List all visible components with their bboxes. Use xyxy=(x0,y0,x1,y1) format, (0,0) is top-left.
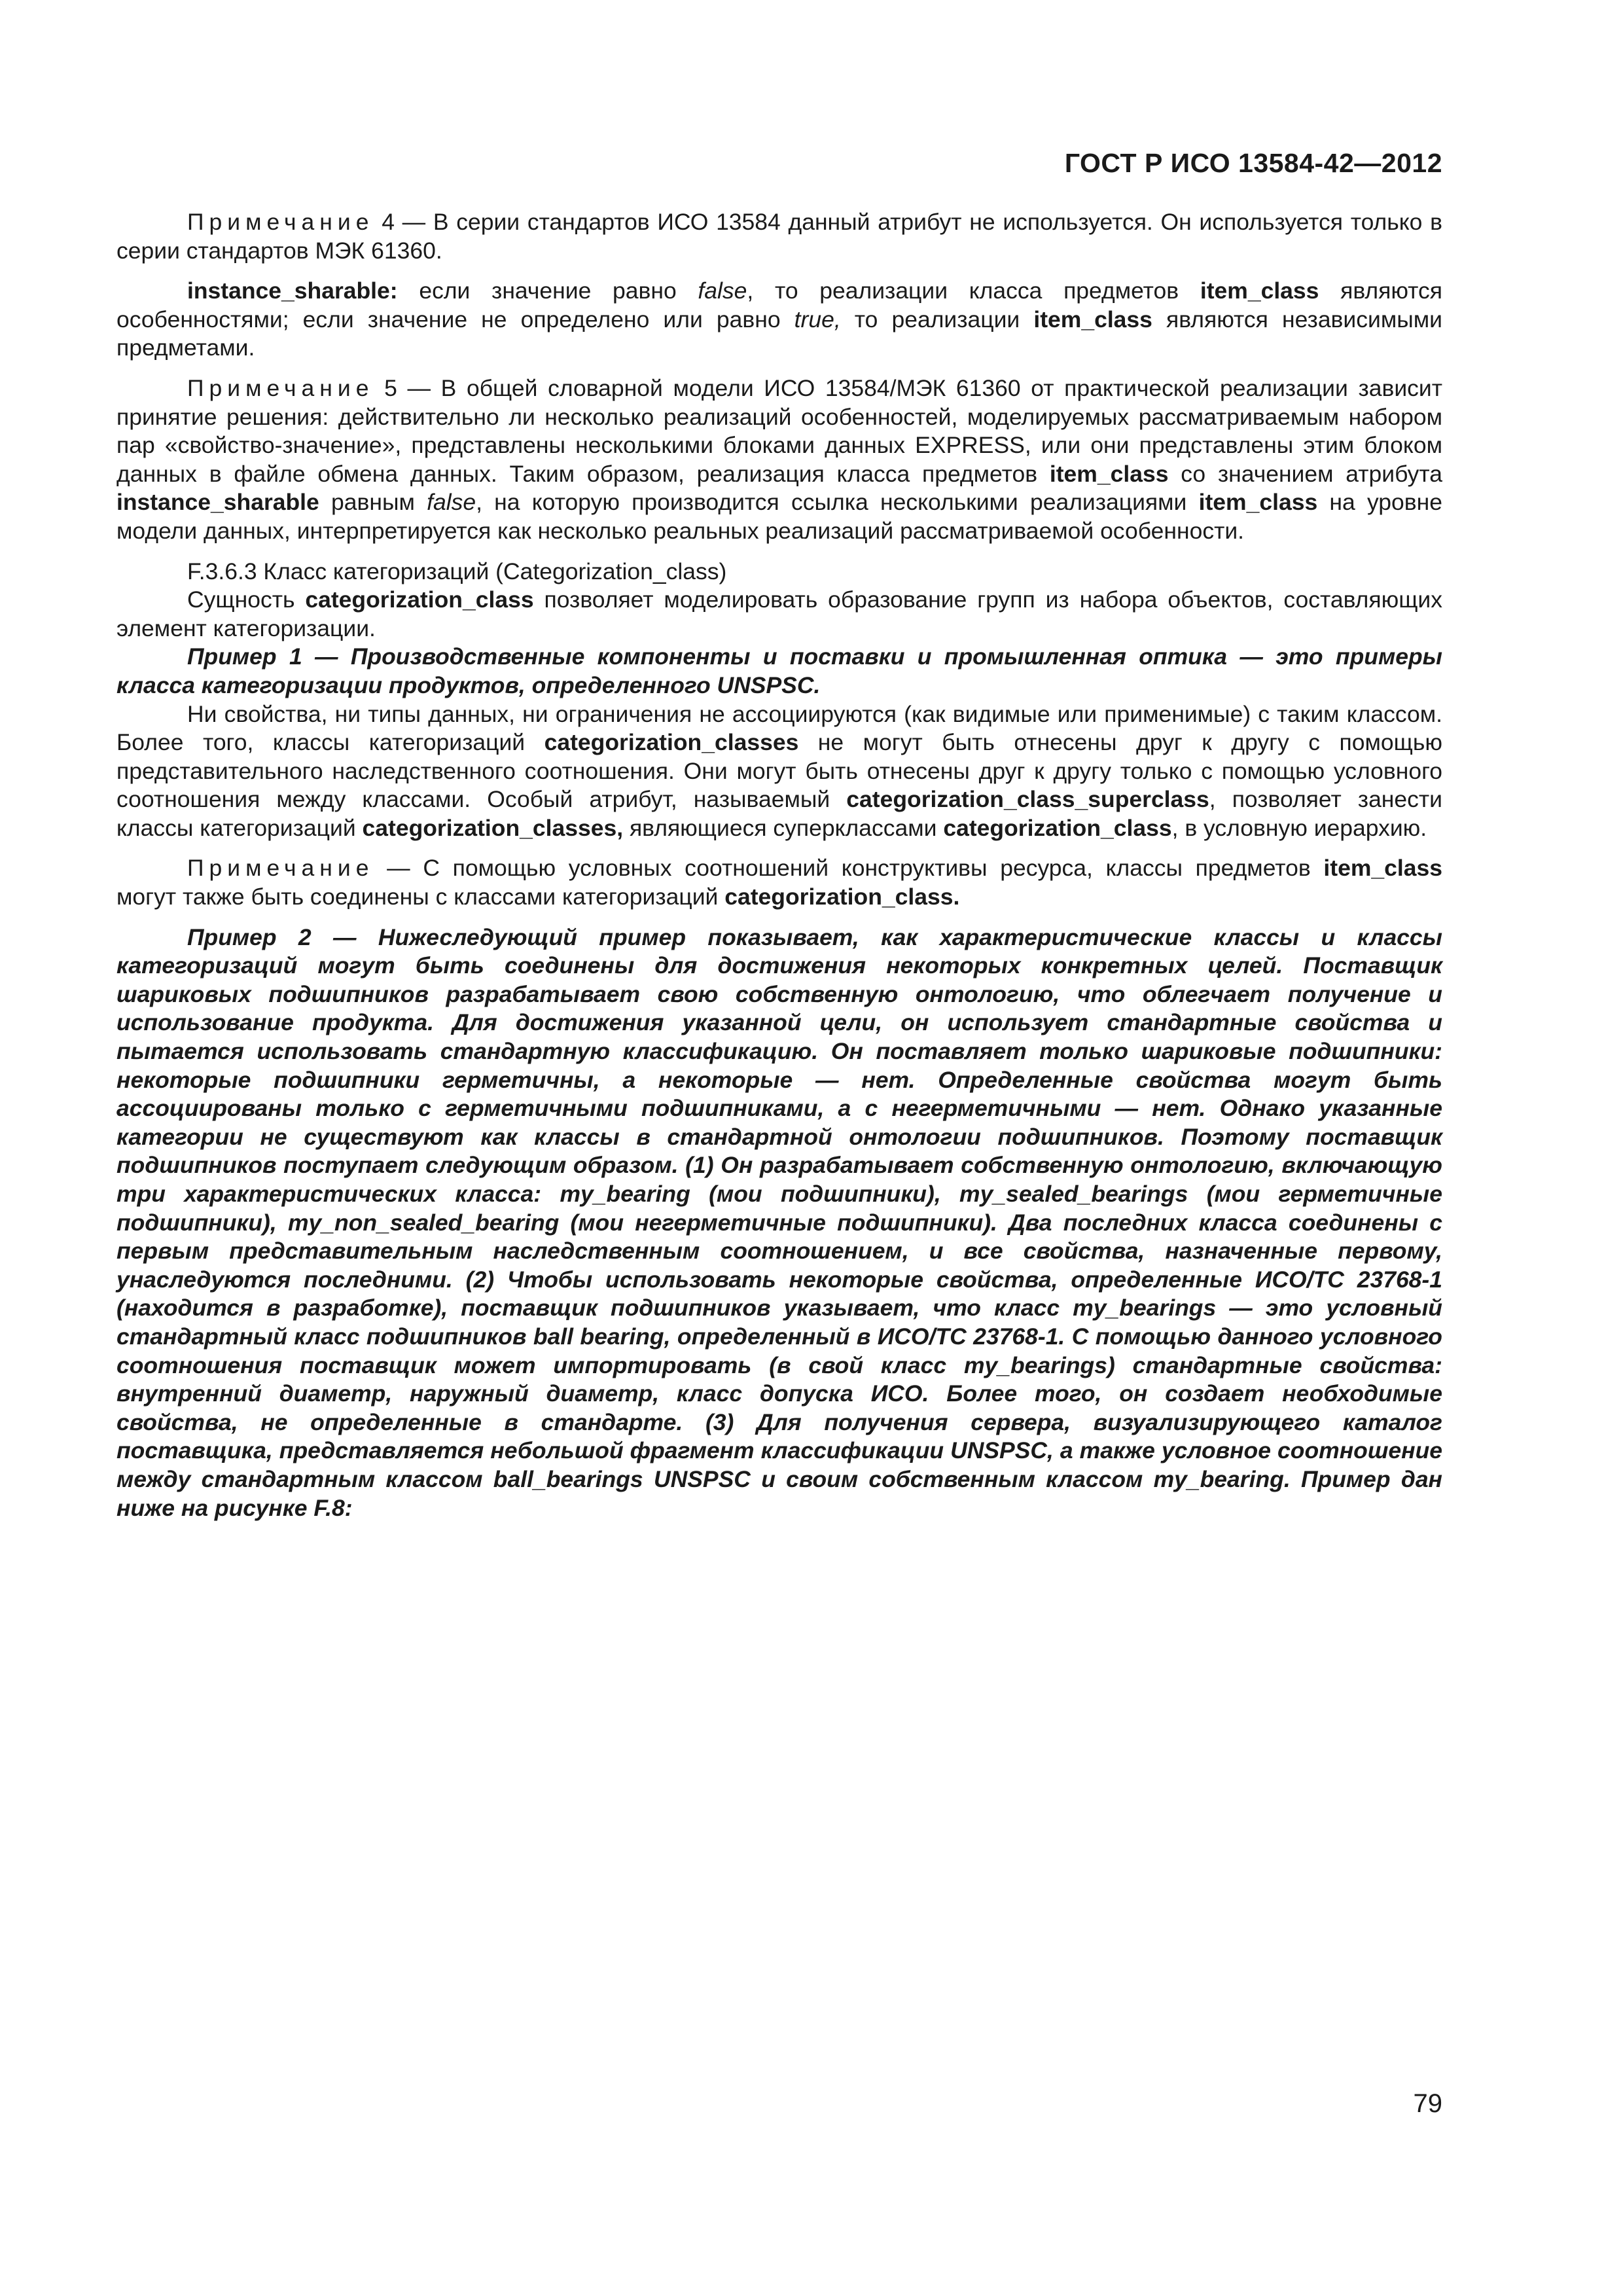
note-label: Примечание xyxy=(187,855,374,882)
entity-paragraph: Сущность categorization_class позволяет моделировать образование групп из набора объектов, составляющих элемент категоризации. xyxy=(116,586,1442,641)
example-1: Пример 1 — Производственные компоненты и поставки и промышленная оптика — это примеры класса категоризации продуктов, определенного UNSPSC. xyxy=(116,643,1442,698)
term-instance-sharable: instance_sharable: xyxy=(187,278,398,304)
note-label: Примечание xyxy=(187,374,374,401)
instance-sharable-definition: instance_sharable: если значение равно false, то реализации класса предметов item_class являются особенностями; если значение не определено или равно true, то реализации item_class являются независимыми предметами. xyxy=(116,278,1443,361)
note-label: Примечание xyxy=(187,209,374,235)
standard-designation: ГОСТ Р ИСО 13584-42—2012 xyxy=(1064,148,1442,178)
page-number: 79 xyxy=(1413,2089,1442,2118)
section-heading: F.3.6.3 Класс категоризаций (Categorization_class) xyxy=(187,558,727,584)
example-2: Пример 2 — Нижеследующий пример показывает, как характеристические классы и классы категоризаций могут быть соединены для достижения некоторых конкретных целей. Поставщик шариковых подшипников разрабатывает свою собственную онтологию, что облегчает получение и использование продукта. Для достижения указанной цели, он использует стандартные свойства и пытается использовать стандартную классификацию. Он поставляет только шариковые подшипники: некоторые подшипники герметичны, а некоторые — нет. Определенные свойства могут быть ассоциированы только с герметичными подшипниками, а с негерметичными — нет. Однако указанные категории не существуют как классы в стандартной онтологии подшипников. Поэтому поставщик подшипников поступает следующим образом. (1) Он разрабатывает собственную онтологию, включающую три характеристических класса: my_bearing (мои подшипники), my_sealed_bearings (мои герметичные подшипники), my_non_sealed_bearing (мои негерметичные подшипники). Два последних класса соединены с первым представительным наследственным соотношением, и все свойства, назначенные первому, унаследуются последними. (2) Чтобы использовать некоторые свойства, определенные ИСО/ТС 23768-1 (находится в разработке), поставщик подшипников указывает, что класс my_bearings — это условный стандартный класс подшипников ball bearing, определенный в ИСО/ТС 23768-1. С помощью данного условного соотношения поставщик может импортировать (в свой класс my_bearings) стандартные свойства: внутренний диаметр, наружный диаметр, класс допуска ИСО. Более того, он создает необходимые свойства, не определенные в стандарте. (3) Для получения сервера, визуализирующего каталог поставщика, представляется небольшой фрагмент классификации UNSPSC, а также условное соотношение между стандартным классом ball_bearings UNSPSC и своим собственным классом my_bearing. Пример дан ниже на рисунке F.8: xyxy=(116,924,1442,1521)
page-body xyxy=(116,208,1442,1522)
note-6: Примечание — С помощью условных соотношений конструктивы ресурса, классы предметов item_class могут также быть соединены с классами категоризаций categorization_class. xyxy=(116,855,1442,910)
note-4: Примечание 4 — В серии стандартов ИСО 13584 данный атрибут не используется. Он используется только в серии стандартов МЭК 61360. xyxy=(116,209,1442,264)
note-5: Примечание 5 — В общей словарной модели ИСО 13584/МЭК 61360 от практической реализации зависит принятие решения: действительно ли несколько реализаций особенностей, моделируемых рассматриваемым набором пар «свойство-значение», представлены несколькими блоками данных EXPRESS, или они представлены этим блоком данных в файле обмена данных. Таким образом, реализация класса предметов item_class со значением атрибута instance_sharable равным false, на которую производится ссылка несколькими реализациями item_class на уровне модели данных, интерпретируется как несколько реальных реализаций рассматриваемой особенности. xyxy=(116,374,1443,544)
properties-paragraph: Ни свойства, ни типы данных, ни ограничения не ассоциируются (как видимые или применимые) с таким классом. Более того, классы категоризаций categorization_classes не могут быть отнесены друг к другу с помощью представительного наследственного соотношения. Они могут быть отнесены друг к другу только с помощью условного соотношения между классами. Особый атрибут, называемый categorization_class_superclass, позволяет занести классы категоризаций categorization_classes, являющиеся суперклассами categorization_class, в условную иерархию. xyxy=(116,700,1442,841)
